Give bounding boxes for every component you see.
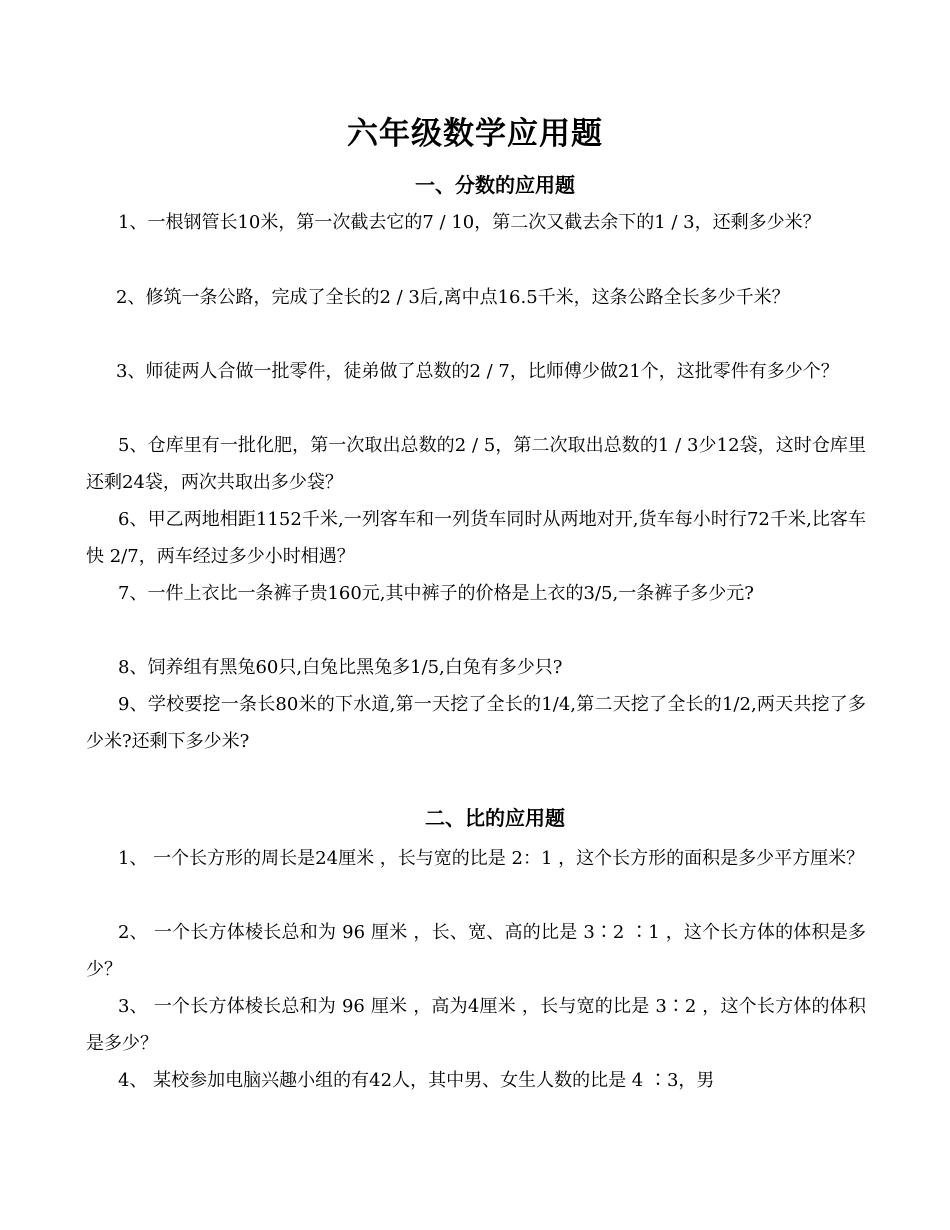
- problem-item: 4、 某校参加电脑兴趣小组的有42人，其中男、女生人数的比是 4 ∶3，男: [118, 1070, 715, 1091]
- problem-item: 3、 一个长方体棱长总和为 96 厘米 ，高为4厘米 ，长与宽的比是 3∶2 ，这个长方体的体积是多少？: [86, 996, 866, 1054]
- page-title: 六年级数学应用题: [347, 116, 603, 152]
- problem-item: 9、学校要挖一条长80米的下水道,第一天挖了全长的1/4,第二天挖了全长的1/2,两天共挖了多少米?还剩下多少米?: [86, 694, 866, 752]
- problem-item: 5、仓库里有一批化肥，第一次取出总数的2 / 5，第二次取出总数的1 / 3少12袋，这时仓库里还剩24袋，两次共取出多少袋？: [86, 435, 866, 493]
- problem-item: 2、 一个长方体棱长总和为 96 厘米 ，长、宽、高的比是 3∶2 ∶1 ，这个长方体的体积是多少？: [86, 922, 866, 980]
- section-heading-ratios: 二、比的应用题: [425, 806, 565, 830]
- problem-item: 3、师徒两人合做一批零件，徒弟做了总数的2 / 7，比师傅少做21个，这批零件有多少个？: [116, 361, 839, 382]
- problem-item: 7、一件上衣比一条裤子贵160元,其中裤子的价格是上衣的3/5,一条裤子多少元?: [118, 583, 754, 604]
- problem-item: 1、 一个长方形的周长是24厘米 ，长与宽的比是 2：1 ，这个长方形的面积是多少平方厘米？: [118, 848, 865, 869]
- problem-item: 8、饲养组有黑兔60只,白兔比黑兔多1/5,白兔有多少只?: [118, 657, 563, 678]
- problem-item: 2、修筑一条公路，完成了全长的2 / 3后,离中点16.5千米，这条公路全长多少千米？: [116, 287, 790, 308]
- problem-item: 6、甲乙两地相距1152千米,一列客车和一列货车同时从两地对开,货车每小时行72千米,比客车快 2/7，两车经过多少小时相遇？: [86, 509, 866, 567]
- problem-item: 1、一根钢管长10米，第一次截去它的7 / 10，第二次又截去余下的1 / 3，还剩多少米？: [118, 212, 821, 233]
- section-heading-fractions: 一、分数的应用题: [415, 173, 575, 197]
